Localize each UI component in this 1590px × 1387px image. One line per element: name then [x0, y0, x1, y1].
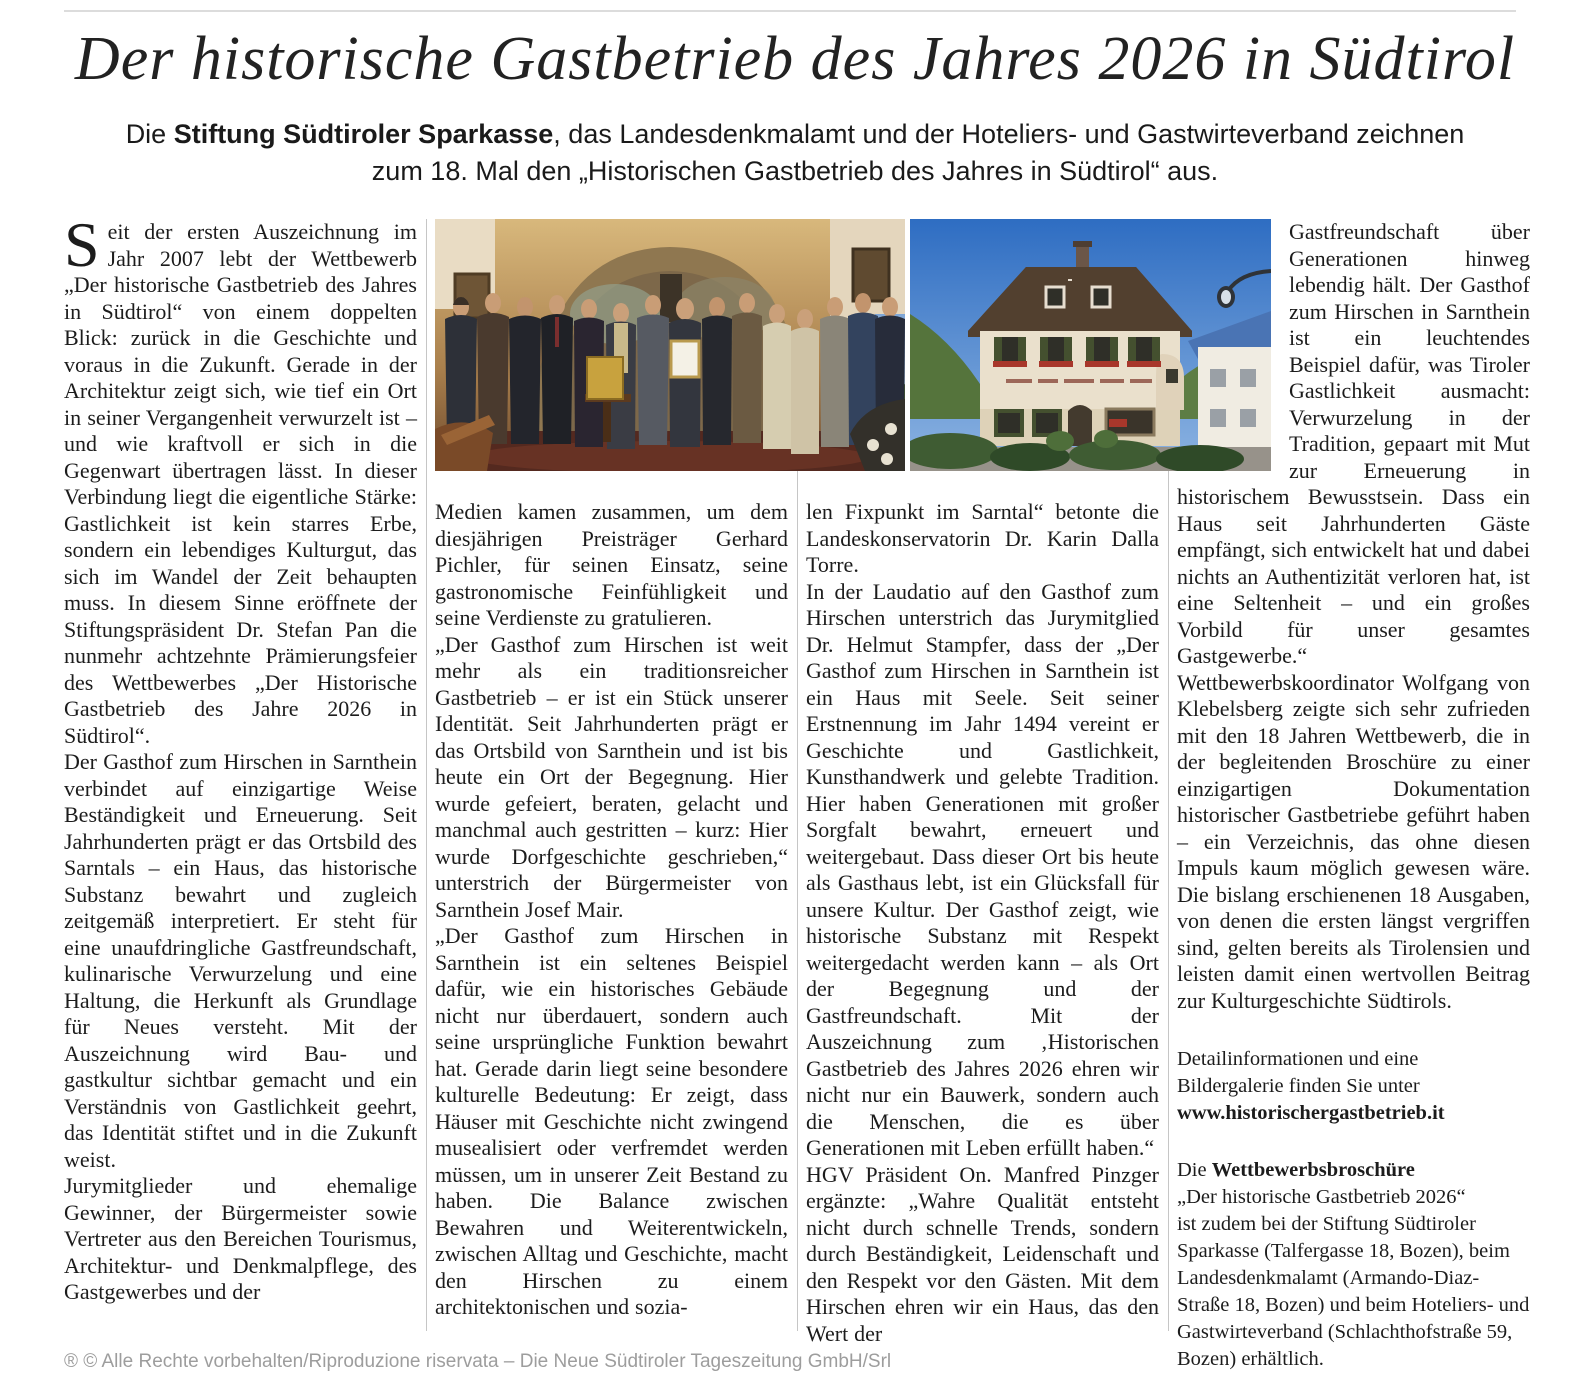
brochure-rest: ist zudem bei der Stiftung Südtiroler Sparkasse (Talfergasse 18, Bozen), beim Landesdenkmalamt (Armando-Diaz-Straße 18, Bozen) und beim Hoteliers- und Gastwirteverband (Schlachthofstraße 59, Bozen) erhältlich. [1177, 1213, 1530, 1370]
paragraph [64, 209, 417, 749]
subhead-line-2: zum 18. Mal den „Historischen Gastbetrieb des Jahres in Südtirol“ aus. [371, 156, 1219, 186]
info-line-1: Detailinformationen und eine [1177, 1048, 1419, 1070]
paragraph: „Der Gasthof zum Hirschen in Sarnthein ist ein seltenes Beispiel dafür, wie ein historisches Gebäude nicht nur überdauert, sondern auch seine ursprüngliche Funktion bewahrt hat. Gerade darin liegt seine besondere kulturelle Bedeutung: Er zeigt, dass Häuser mit Geschichte nicht zwingend musealisiert oder verfremdet werden müssen, um in unserer Zeit Bestand zu haben. Die Balance zwischen Bewahren und Weiterentwickeln, zwischen Alltag und Geschichte, macht den Hirschen zu einem architektonischen und sozia- [435, 923, 788, 1319]
subhead-bold: Stiftung Südtiroler Sparkasse [173, 119, 554, 149]
paragraph: Medien kamen zusammen, um dem diesjährigen Preisträger Gerhard Pichler, für seinen Einsatz, seine gastronomische Feinfühligkeit und seine Verdienste zu gratulieren. [435, 499, 788, 630]
ceremony-photo [435, 219, 905, 471]
photo-strip [435, 219, 1271, 471]
info-line-2: Bildergalerie finden Sie unter [1177, 1075, 1420, 1097]
paragraph-text: eit der ersten Auszeichnung im Jahr 2007 lebt der Wettbewerb „Der historische Gastbetrieb des Jahres in Südtirol“ von einem doppelten Blick: zurück in die Geschichte und voraus in die Zukunft. Gerade in der Architektur zeigt sich, wie tief ein Ort in seiner Vergangenheit verwurzelt ist – und wie kraftvoll er sich in die Gegenwart übertragen lässt. In dieser Verbindung liegt die eigentliche Stärke: Gastlichkeit ist kein starres Erbe, sondern ein lebendiges Kulturgut, das sich im Wandel der Zeit behaupten muss. In diesem Sinne eröffnete der Stiftungspräsident Dr. Stefan Pan die nunmehr achtzehnte Prämierungsfeier des Wettbewerbes „Der Historische Gastbetrieb des Jahre 2026 in Südtirol“. [64, 219, 417, 748]
building-photo [910, 219, 1271, 471]
brochure-note [1177, 1157, 1530, 1373]
paragraph: len Fixpunkt im Sarntal“ betonte die Landeskonservatorin Dr. Karin Dalla Torre. [806, 499, 1159, 577]
paragraph: Jurymitglieder und ehemalige Gewinner, der Bürgermeister sowie Vertreter aus den Bereichen Tourismus, Architektur- und Denkmalpflege, des Gastgewerbes und der [64, 1173, 417, 1304]
brochure-title: „Der historische Gastbetrieb 2026“ [1177, 1186, 1466, 1208]
facade-sign [1006, 379, 1152, 383]
paragraph: HGV Präsident On. Manfred Pinzger ergänzte: „Wahre Qualität entsteht nicht durch schnelle Trends, sondern durch Beständigkeit, Leidenschaft und den Respekt vor den Gästen. Mit dem Hirschen ehren wir ein Haus, das den Wert der [806, 1161, 1159, 1346]
paragraph: „Der Gasthof zum Hirschen ist weit mehr als ein traditionsreicher Gastbetrieb – er ist ein Stück unserer Identität. Seit Jahrhunderten prägt er das Ortsbild von Sarnthein und ist bis heute ein Ort der Begegnung. Hier wurde gefeiert, beraten, gelacht und manchmal auch gestritten – kurz: Hier wurde Dorfgeschichte geschrieben,“ unterstrich der Bürgermeister von Sarnthein Josef Mair. [435, 631, 788, 922]
copyright-line: ® © Alle Rechte vorbehalten/Riproduzione riservata – Die Neue Südtiroler Tageszeitung GmbH/Srl [64, 1351, 892, 1372]
article-subhead [95, 116, 1495, 190]
drop-cap: S [64, 209, 100, 280]
top-divider-rule [64, 10, 1516, 12]
paragraph: Wettbewerbskoordinator Wolfgang von Klebelsberg zeigte sich sehr zufrieden mit den 18 Jahren Wettbewerb, die in der begleitenden Broschüre zu einer einzigartigen Dokumentation historischer Gastbetriebe geführt haben – ein Verzeichnis, das ohne diesen Impuls kaum möglich gewesen wäre. Die bislang erschienenen 18 Ausgaben, von denen die ersten längst vergriffen sind, gelten bereits als Tirolensien und leisten damit einen wertvollen Beitrag zur Kulturgeschichte Südtirols. [1177, 669, 1530, 1013]
subhead-rest: , das Landesdenkmalamt und der Hoteliers- und Gastwirteverband zeichnen [553, 119, 1465, 149]
brochure-prefix: Die [1177, 1159, 1212, 1181]
brochure-bold: Wettbewerbsbroschüre [1211, 1159, 1415, 1181]
article-headline: Der historische Gastbetrieb des Jahres 2026 in Südtirol [74, 25, 1516, 93]
text-column-1 [64, 209, 417, 1373]
subhead-line-1 [95, 116, 1495, 153]
paragraph: In der Laudatio auf den Gasthof zum Hirschen unterstrich das Jurymitglied Dr. Helmut Stampfer, dass der „Der Gasthof zum Hirschen in Sarnthein ist ein Haus mit Seele. Seit seiner Erstnennung im Jahr 1494 vereint er Geschichte und Gastlichkeit, Kunsthandwerk und gelebte Tradition. Hier haben Generationen mit großer Sorgfalt bewahrt, erneuert und weitergebaut. Dass dieser Ort bis heute als Gasthaus lebt, ist ein Glücksfall für unsere Kultur. Der Gasthof zeigt, wie historische Substanz mit Respekt weitergedacht werden kann – als Ort der Begegnung und der Gastfreundschaft. Mit der Auszeichnung zum ‚Historischen Gastbetrieb des Jahres 2026 ehren wir nicht nur ein Bauwerk, sondern auch die Menschen, die es über Generationen mit Leben erfüllt haben.“ [806, 578, 1159, 1160]
website-url: www.historischergastbetrieb.it [1177, 1102, 1445, 1124]
subhead-prefix: Die [125, 119, 174, 149]
paragraph: Der Gasthof zum Hirschen in Sarnthein verbindet auf einzigartige Weise Beständigkeit und Erneuerung. Seit Jahrhunderten prägt er das Ortsbild des Sarntals – ein Haus, das historische Substanz bewahrt und zugleich zeitgemäß interpretiert. Er steht für eine unaufdringliche Gastfreundschaft, kulinarische Verwurzelung und eine Haltung, die Herkunft als Grundlage für Neues versteht. Mit der Auszeichnung wird Bau- und gastkultur sichtbar gemacht und ein Verständnis von Gastlichkeit geehrt, das Identität stiftet und in die Zukunft weist. [64, 749, 417, 1172]
detail-info-note [1177, 1046, 1530, 1127]
column-divider-1 [426, 219, 427, 1331]
paragraph-text: Gastfreundschaft über Generationen hinweg lebendig hält. Der Gasthof zum Hirschen in Sarnthein ist ein leuchtendes Beispiel dafür, was Tiroler Gastlichkeit ausmacht: Verwurzelung in der Tradition, gepaart mit Mut zur Erneuerung in historischem Bewusstsein. Dass ein Haus seit Jahrhunderten Gäste empfängt, sich entwickelt hat und dabei nichts an Authentizität verloren hat, ist eine Seltenheit – und ein großes Vorbild für unser gesamtes Gastgewerbe.“ [1177, 219, 1530, 668]
